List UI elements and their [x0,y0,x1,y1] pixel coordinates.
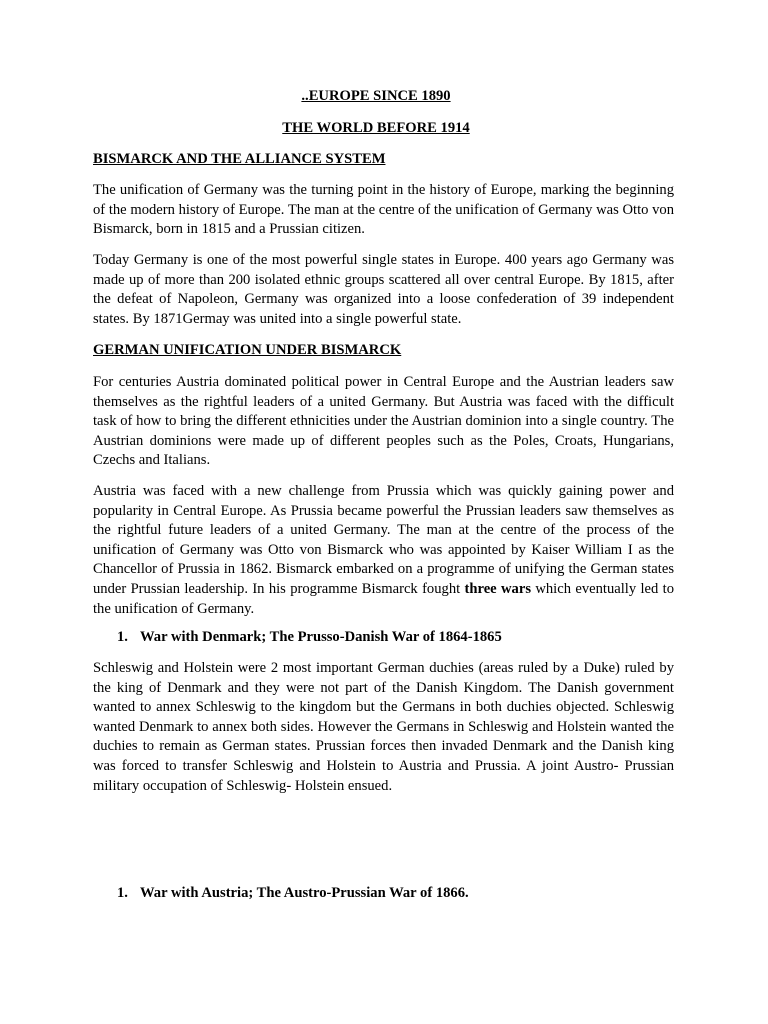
paragraph-prussia-challenge [93,482,674,619]
list-item-number: 1. [117,885,128,901]
list-item-label: War with Denmark; The Prusso-Danish War of 1864-1865 [140,629,502,645]
list-item-denmark-war [117,628,502,648]
section-heading-alliance-system: BISMARCK AND THE ALLIANCE SYSTEM [93,151,386,167]
paragraph-germany-today: Today Germany is one of the most powerful single states in Europe. 400 years ago Germany was made up of more than 200 isolated ethnic groups scattered all over central Europe. By 1815, after the defeat of Napoleon, Germany was organized into a loose confederation of 39 independent states. By 1871Germay was united into a single powerful state. [93,252,674,327]
list-item-austria-war [117,884,469,904]
paragraph-prussia-text: Austria was faced with a new challenge from Prussia which was quickly gaining power and popularity in Central Europe. As Prussia became powerful the Prussian leaders saw themselves as the rightful future leaders of a united Germany. The man at the centre of the process of the unification of Germany was Otto von Bismarck who was appointed by Kaiser William I as the Chancellor of Prussia in 1862. Bismarck embarked on a programme of unifying the German states under Prussian leadership. In his programme Bismarck fought [93,483,674,597]
paragraph-prussia-bold-text: three wars [464,580,531,597]
paragraph-austria-dominance: For centuries Austria dominated political power in Central Europe and the Austrian leaders saw themselves as the rightful leaders of a united Germany. But Austria was faced with the difficult task of how to bring the different ethnicities under the Austrian dominion into a single country. The Austrian dominions were made up of different peoples such as the Poles, Croats, Hungarians, Czechs and Italians. [93,374,674,469]
paragraph-prussia-text-end: which eventually led to the unification of Germany. [93,580,674,617]
section-heading-german-unification: GERMAN UNIFICATION UNDER BISMARCK [93,342,402,358]
list-item-label: War with Austria; The Austro-Prussian War of 1866. [140,885,469,901]
document-title: ..EUROPE SINCE 1890 [301,88,451,104]
paragraph-schleswig-holstein: Schleswig and Holstein were 2 most important German duchies (areas ruled by a Duke) ruled by the king of Denmark and they were not part of the Danish Kingdom. The Danish government wanted to annex Schleswig to the kingdom but the Germans in both duchies objected. Schleswig wanted Denmark to annex both sides. However the Germans in Schleswig and Holstein wanted the duchies to remain as German states. Prussian forces then invaded Denmark and the Danish king was forced to transfer Schleswig and Holstein to Austria and Prussia. A joint Austro- Prussian military occupation of Schleswig- Holstein ensued. [93,660,674,794]
document-subtitle: THE WORLD BEFORE 1914 [282,120,470,136]
list-item-number: 1. [117,629,128,645]
paragraph-unification-intro: The unification of Germany was the turning point in the history of Europe, marking the beginning of the modern history of Europe. The man at the centre of the unification of Germany was Otto von Bismarck, born in 1815 and a Prussian citizen. [93,182,674,238]
